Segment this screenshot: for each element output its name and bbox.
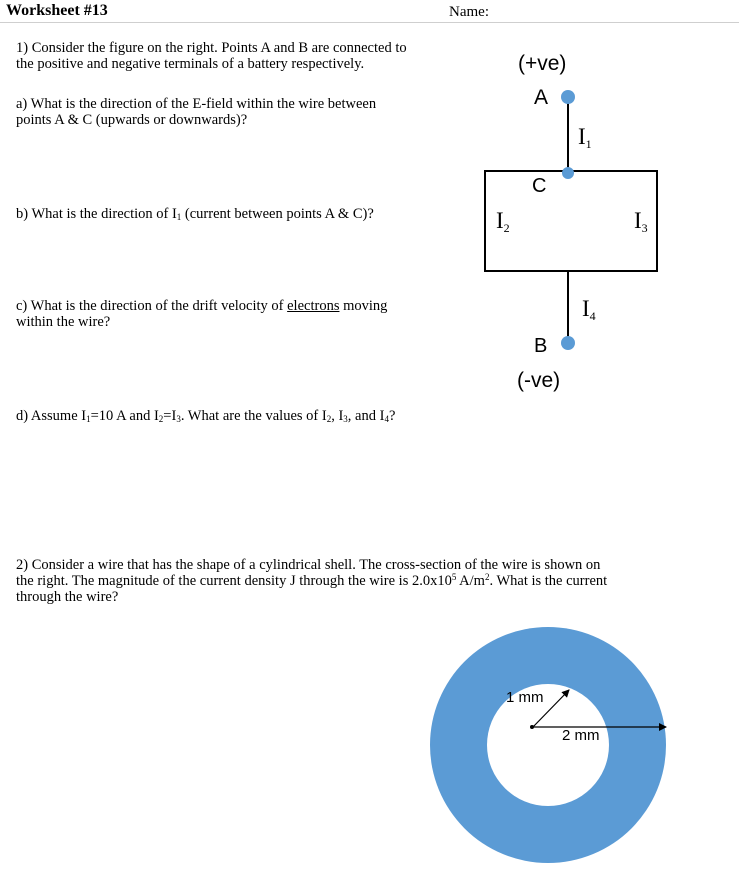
q1a-line1: a) What is the direction of the E-field within the wire between xyxy=(16,96,377,112)
q1d-s6: 4 xyxy=(384,414,389,424)
q1c-text xyxy=(16,298,387,330)
q1b-text xyxy=(16,206,374,222)
q1d-s1: 1 xyxy=(86,414,91,424)
point-a-label: A xyxy=(534,86,549,109)
q1d-t2: =10 A and I xyxy=(90,408,159,424)
node-c xyxy=(562,167,574,179)
q1b-sub: 1 xyxy=(176,212,182,222)
outer-radius-label: 2 mm xyxy=(562,727,600,744)
q1d-s2: 2 xyxy=(158,414,164,424)
q1d-t6: , and I xyxy=(347,408,385,424)
q1c-post: moving xyxy=(339,298,388,314)
q1c-underlined-word: electrons xyxy=(287,298,340,314)
negative-terminal-label: (-ve) xyxy=(517,369,561,392)
q1d-t3: =I xyxy=(163,408,177,424)
q1d-t5: , I xyxy=(331,408,344,424)
worksheet-title: Worksheet #13 xyxy=(6,2,108,19)
q1d-t7: ? xyxy=(388,408,396,424)
q1d-t1: d) Assume I xyxy=(16,408,87,424)
node-b xyxy=(561,336,575,350)
q1d-s3: 3 xyxy=(176,414,181,424)
q1c-pre: c) What is the direction of the drift velocity of xyxy=(16,298,288,314)
q1-intro xyxy=(16,40,407,72)
node-a xyxy=(561,90,575,104)
q1-intro-line1: 1) Consider the figure on the right. Points A and B are connected to xyxy=(16,40,407,56)
wire-loop xyxy=(485,171,657,271)
current-i1-label: $I_1$ xyxy=(578,124,592,151)
q2-line2: the right. The magnitude of the current density J through the wire is $2.0x10^5$ $A/m^2$. What is the current xyxy=(16,572,608,589)
positive-terminal-label: (+ve) xyxy=(518,52,567,75)
q1d-text xyxy=(16,408,395,424)
shell-figure xyxy=(420,610,680,799)
current-i2-label: $I_2$ xyxy=(496,208,510,235)
current-i4-label: $I_4$ xyxy=(582,296,596,323)
current-i3-label: $I_3$ xyxy=(634,208,648,235)
q1d-t4: . What are the values of I xyxy=(180,408,327,424)
q1a-text xyxy=(16,96,376,128)
inner-radius-label: 1 mm xyxy=(506,689,544,706)
q2-line3: through the wire? xyxy=(16,589,119,605)
q2-line1: 2) Consider a wire that has the shape of a cylindrical shell. The cross-section of the wire is shown on xyxy=(16,557,601,573)
shell-cross-section xyxy=(420,610,680,870)
q1d-s4: 2 xyxy=(326,414,332,424)
q1b-pre: b) What is the direction of I xyxy=(16,206,177,222)
circuit-figure xyxy=(470,40,670,400)
name-label: Name: xyxy=(449,4,489,20)
q1a-line2: points A & C (upwards or downwards)? xyxy=(16,112,248,128)
center-point xyxy=(530,725,534,729)
header-rule xyxy=(0,22,739,23)
q1c-line2: within the wire? xyxy=(16,314,111,330)
point-c-label: C xyxy=(532,175,547,197)
point-b-label: B xyxy=(534,335,548,357)
q1d-s5: 3 xyxy=(343,414,348,424)
q2-text xyxy=(16,557,607,605)
q1-intro-line2: the positive and negative terminals of a battery respectively. xyxy=(16,56,365,72)
q1b-post: (current between points A & C)? xyxy=(181,206,374,222)
